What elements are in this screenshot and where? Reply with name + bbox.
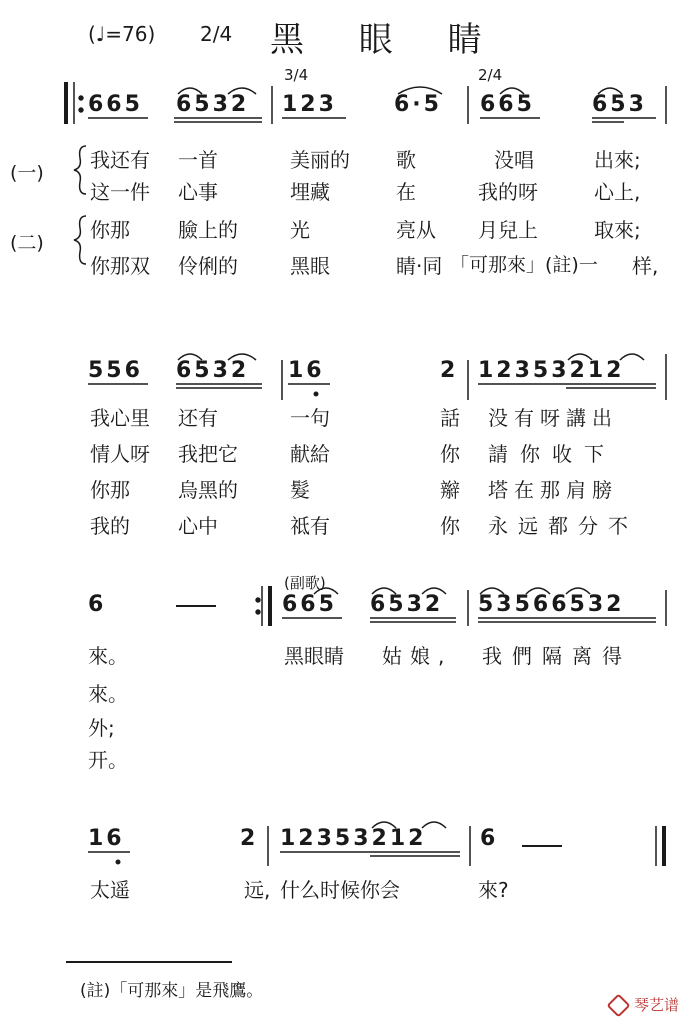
footnote: (註)「可那來」是飛鷹。 [80, 981, 264, 1001]
note-group: 123 [282, 92, 337, 117]
lyric: 你那 [90, 218, 130, 242]
lyric: 塔在那肩膀 [488, 478, 618, 502]
lyric: 歌 [396, 148, 416, 172]
lyric: 你 [440, 514, 460, 538]
lyric: 祗有 [290, 514, 330, 538]
lyric: 一句 [290, 406, 330, 430]
lyric: 没有呀講出 [488, 406, 618, 430]
lyric: 我还有 [90, 148, 150, 172]
note-group: 2 [240, 826, 259, 851]
lyric: 远, [244, 878, 271, 902]
lyric: 情人呀 [90, 442, 150, 466]
lyric: 黑眼睛 [284, 644, 344, 668]
lyric: 太遥 [90, 878, 130, 902]
lyric: 你那 [90, 478, 130, 502]
lyric: 黑眼 [290, 254, 330, 278]
lyric: 「可那來」(註)一 [450, 254, 598, 276]
lyric: 你 [440, 442, 460, 466]
note-group: 12353212 [280, 826, 427, 851]
tempo-marking: (♩=76) [88, 22, 156, 46]
lyric: 美丽的 [290, 148, 350, 172]
lyric: 伶俐的 [178, 254, 238, 278]
note-group: 12353212 [478, 358, 625, 383]
note-group: 665 [480, 92, 535, 117]
lyric: 心上, [594, 180, 641, 204]
note-group: 6 [480, 826, 499, 851]
lyric: 我的呀 [478, 180, 538, 204]
lyric: 一首 [178, 148, 218, 172]
lyric: 我的 [90, 514, 130, 538]
lyric: 我心里 [90, 406, 150, 430]
verse-label-two: (二) [10, 232, 44, 254]
lyric: 烏黑的 [178, 478, 238, 502]
note-group: 6532 [176, 358, 250, 383]
lyric: 出來; [594, 148, 641, 172]
note-group: 16 [88, 826, 125, 851]
lyric: 在 [396, 180, 416, 204]
note-group: 665 [88, 92, 143, 117]
time-signature: 2/4 [200, 22, 233, 46]
lyric: 來。 [88, 682, 128, 706]
lyric: 献給 [290, 442, 330, 466]
lyric: 臉上的 [178, 218, 238, 242]
lyric: 光 [290, 218, 310, 242]
lyric: 話 [440, 406, 460, 430]
lyric: 我把它 [178, 442, 238, 466]
note-group: 53566532 [478, 592, 625, 617]
lyric: 没唱 [494, 148, 534, 172]
lyric: 埋藏 [290, 180, 330, 204]
verse-label-one: (一) [10, 162, 44, 184]
lyric: 你那双 [90, 254, 150, 278]
lyric: 來? [478, 878, 509, 902]
lyric: 什么时候你会 [280, 878, 400, 902]
lyric: 取來; [594, 218, 641, 242]
lyric: 样, [632, 254, 659, 278]
note-group: 6532 [370, 592, 444, 617]
lyric: 外; [88, 716, 115, 740]
lyric: 睛·同 [396, 254, 443, 278]
lyric: 永远都分不 [488, 514, 638, 538]
refrain-label: (副歌) [284, 574, 326, 592]
lyric: 我們隔离得 [482, 644, 632, 668]
lyric: 請你收下 [488, 442, 616, 466]
lyric: 还有 [178, 406, 218, 430]
note-group: 16 [288, 358, 325, 383]
lyric: 姑娘, [382, 644, 453, 668]
note-group: 2 [440, 358, 459, 383]
note-group: 653 [592, 92, 647, 117]
note-group: 665 [282, 592, 337, 617]
lyric: 辮 [440, 478, 460, 502]
lyric: 月兒上 [478, 218, 538, 242]
lyric: 髮 [290, 478, 310, 502]
lyric: 开。 [88, 748, 128, 772]
lyric: 來。 [88, 644, 128, 668]
note-group: 6·5 [394, 92, 442, 117]
watermark-text: 琴艺谱 [634, 996, 680, 1014]
lyric: 心事 [178, 180, 218, 204]
note-group: 6532 [176, 92, 250, 117]
note-group: 6 [88, 592, 107, 617]
lyric: 心中 [178, 514, 218, 538]
lyric: 这一件 [90, 180, 150, 204]
time-change-2-4: 2/4 [478, 66, 503, 84]
time-change-3-4: 3/4 [284, 66, 309, 84]
lyric: 亮从 [396, 218, 436, 242]
page-title: 黑 眼 睛 [270, 20, 504, 60]
note-group: 556 [88, 358, 143, 383]
